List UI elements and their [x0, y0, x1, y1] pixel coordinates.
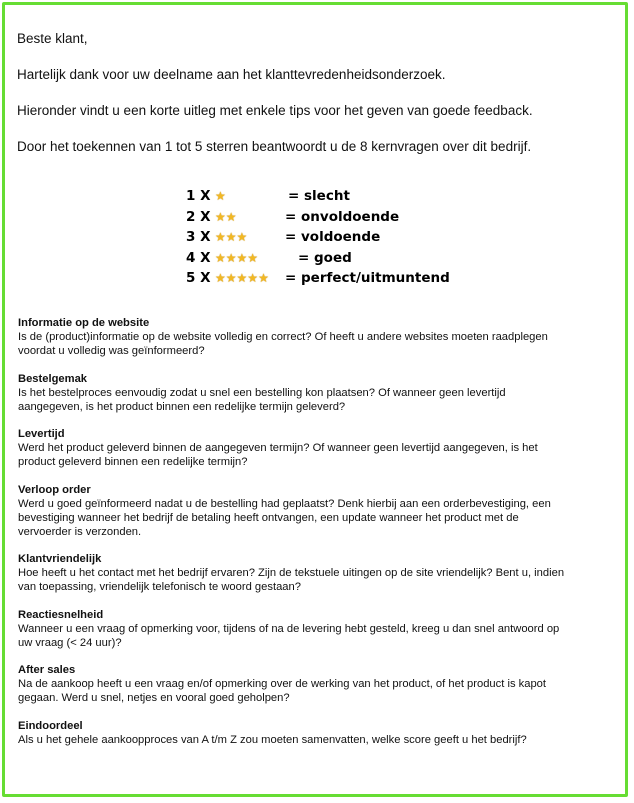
star-icon: ★ — [215, 271, 226, 285]
star-icon: ★ — [225, 250, 237, 265]
rating-row — [186, 207, 486, 228]
star-icon: ★ — [215, 189, 226, 203]
stars-group — [215, 210, 237, 224]
star-icon: ★ — [215, 230, 226, 244]
criterion-description: Is de (product)informatie op de website volledig en correct? Of heeft u andere websites moeten raadplegen — [18, 331, 548, 343]
rating-legend — [186, 186, 486, 289]
star-icon: ★ — [258, 271, 269, 285]
criterion-description: Werd het product geleverd binnen de aangegeven termijn? Of wanneer geen levertijd aangegeven, is het — [18, 442, 538, 454]
rating-meaning: = perfect/uitmuntend — [285, 270, 450, 286]
stars-group — [215, 189, 226, 203]
criterion-description: bevestiging wanneer het bedrijf de betaling heeft ontvangen, een update wanneer het product met de — [18, 511, 519, 524]
thanks-text: Hartelijk dank voor uw deelname aan het klanttevredenheidsonderzoek. — [17, 67, 446, 82]
intro-text — [17, 30, 617, 174]
rating-meaning: = voldoende — [285, 229, 381, 245]
instruction-text: Door het toekennen van 1 tot 5 sterren beantwoordt u de 8 kernvragen over dit bedrijf. — [17, 139, 532, 154]
rating-row — [186, 227, 486, 248]
rating-count: 1 X — [186, 188, 211, 204]
criterion-description: voordat u volledig was geïnformeerd? — [18, 345, 205, 357]
star-icon: ★ — [225, 271, 237, 285]
criterion-title: After sales — [18, 664, 76, 676]
criterion-section — [18, 427, 618, 469]
criterion-section — [18, 372, 618, 414]
stars-group — [215, 251, 258, 265]
star-icon: ★ — [215, 250, 226, 265]
rating-count: 3 X — [186, 229, 211, 245]
criterion-description: Wanneer u een vraag of opmerking voor, tijdens of na de levering hebt gesteld, kreeg u dan snel antwoord op — [18, 622, 560, 635]
stars-group — [215, 271, 269, 285]
criterion-section — [18, 663, 618, 705]
star-icon: ★ — [247, 271, 259, 285]
rating-meaning: = slecht — [288, 188, 350, 204]
rating-meaning: = onvoldoende — [285, 208, 400, 225]
criterion-title: Klantvriendelijk — [18, 553, 102, 565]
star-icon: ★ — [247, 250, 259, 265]
criterion-description: vervoerder is verzonden. — [18, 525, 142, 538]
criterion-description: Hoe heeft u het contact met het bedrijf ervaren? Zijn de tekstuele uitingen op de site vriendelijk? Bent u, indien — [18, 567, 565, 579]
criterion-description: aangegeven, is het product binnen een redelijke termijn geleverd? — [18, 400, 346, 413]
criterion-section — [18, 719, 618, 747]
criterion-title: Reactiesnelheid — [18, 608, 104, 621]
rating-count: 4 X — [186, 249, 211, 266]
explanation-text: Hieronder vindt u een korte uitleg met enkele tips voor het geven van goede feedback. — [17, 103, 533, 118]
criterion-description: Als u het gehele aankoopproces van A t/m Z zou moeten samenvatten, welke score geeft u het bedrijf? — [18, 733, 527, 746]
criterion-title: Levertijd — [18, 428, 65, 440]
rating-count: 5 X — [186, 270, 211, 286]
criterion-description: uw vraag (< 24 uur)? — [18, 636, 122, 649]
criterion-description: Is het bestelproces eenvoudig zodat u snel een bestelling kon plaatsen? Of wanneer geen levertijd — [18, 386, 506, 399]
criterion-description: van toepassing, vriendelijk telefonisch te woord gestaan? — [18, 581, 301, 593]
star-icon: ★ — [236, 271, 248, 285]
rating-row — [186, 186, 486, 207]
criteria-list — [18, 316, 618, 760]
criterion-description: product geleverd binnen een redelijke termijn? — [18, 456, 248, 468]
criterion-section — [18, 552, 618, 594]
rating-row — [186, 248, 486, 269]
star-icon: ★ — [236, 250, 248, 265]
criterion-title: Eindoordeel — [18, 719, 83, 732]
rating-count: 2 X — [186, 208, 211, 225]
star-icon: ★ — [225, 209, 237, 224]
rating-row — [186, 268, 486, 289]
star-icon: ★ — [215, 209, 226, 224]
criterion-description: Werd u goed geïnformeerd nadat u de bestelling had geplaatst? Denk hierbij aan een orderbevestiging, een — [18, 497, 551, 510]
criterion-section — [18, 608, 618, 650]
rating-meaning: = goed — [298, 249, 352, 266]
criterion-description: gegaan. Werd u snel, netjes en vooral goed geholpen? — [18, 692, 290, 704]
criterion-section — [18, 483, 618, 539]
criterion-title: Verloop order — [18, 483, 91, 496]
greeting: Beste klant, — [17, 31, 88, 46]
criterion-title: Bestelgemak — [18, 372, 88, 385]
star-icon: ★ — [225, 230, 237, 244]
criterion-description: Na de aankoop heeft u een vraag en/of opmerking over de werking van het product, of het product is kapot — [18, 678, 547, 690]
criterion-section — [18, 316, 618, 358]
criterion-title: Informatie op de website — [18, 317, 150, 329]
stars-group — [215, 230, 247, 244]
star-icon: ★ — [236, 230, 248, 244]
